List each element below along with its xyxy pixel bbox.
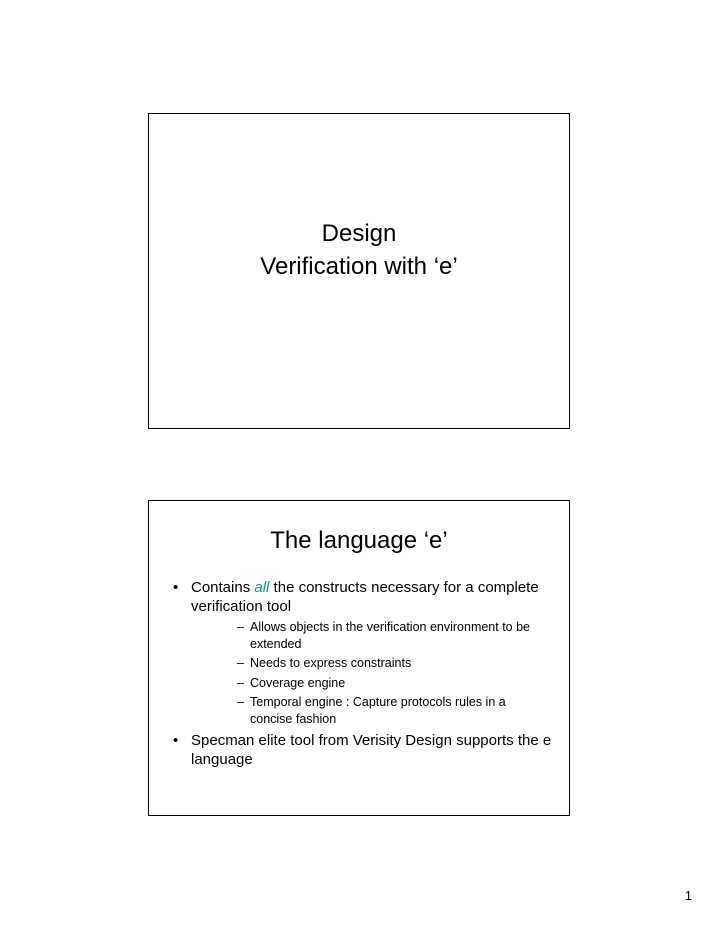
bullet-list: [149, 578, 569, 771]
sub-bullet-item: [191, 619, 555, 652]
bullet-text-suffix: the constructs necessary for a complete verification tool: [191, 579, 539, 615]
slide-1-title: [149, 217, 569, 283]
sub-bullet-item: [191, 694, 555, 727]
sub-bullet-item: [191, 675, 555, 692]
bullet-item: [149, 731, 569, 769]
emphasis-text: all: [254, 579, 270, 596]
slide-2-title: The language ‘e’: [270, 527, 448, 554]
bullet-item: [149, 578, 569, 727]
bullet-text: Specman elite tool from Verisity Design supports the e language: [191, 732, 552, 768]
dash-icon: –: [237, 656, 244, 670]
page-number: 1: [684, 888, 692, 903]
slide-1-title-line-1: Design: [321, 220, 397, 247]
sub-bullet-item: [191, 655, 555, 672]
dash-icon: –: [237, 695, 244, 709]
sub-bullet-text: Coverage engine: [250, 675, 346, 690]
dash-icon: –: [237, 620, 244, 634]
slide-1-title-line-2: Verification with ‘e’: [260, 253, 458, 280]
dash-icon: –: [237, 675, 244, 690]
sub-bullet-text: Needs to express constraints: [250, 656, 412, 670]
sub-bullet-text: Allows objects in the verification environment to be extended: [250, 620, 531, 651]
sub-bullet-list: [191, 619, 555, 727]
bullet-dot-icon: •: [173, 579, 179, 596]
slide-1: [148, 113, 570, 429]
bullet-text-prefix: Contains: [191, 579, 255, 596]
bullet-dot-icon: •: [173, 732, 179, 749]
slide-2: [148, 500, 570, 816]
sub-bullet-text: Temporal engine : Capture protocols rules in a concise fashion: [250, 695, 506, 726]
